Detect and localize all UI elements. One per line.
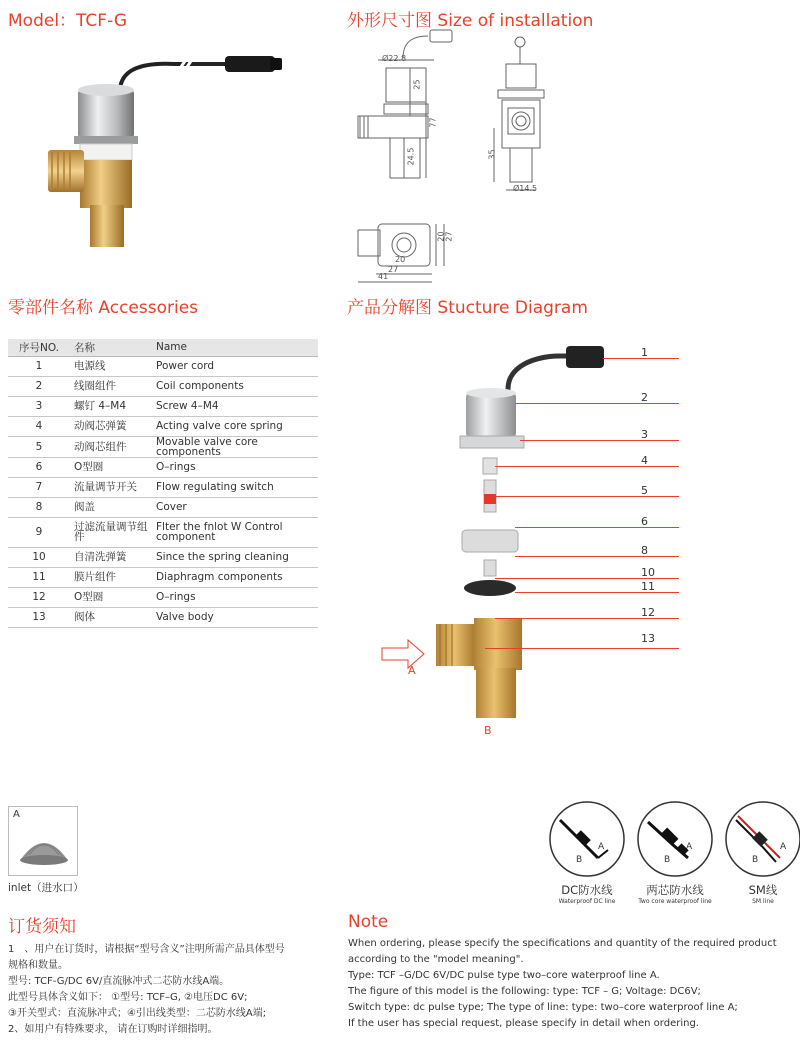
dc-line-b: B <box>576 855 583 865</box>
part-label-13: 13 <box>641 632 655 645</box>
row-no: 12 <box>8 587 70 607</box>
dim-diameter-top: Ø22.8 <box>382 54 407 63</box>
accessories-title: 零部件名称 Accessories <box>8 298 199 318</box>
dc-line-cn: DC防水线 <box>561 883 613 897</box>
two-core-line-icon <box>636 800 714 878</box>
row-cn: 膜片组件 <box>70 567 152 587</box>
row-no: 13 <box>8 607 70 627</box>
table-row <box>8 567 318 587</box>
table-header-row <box>8 339 318 356</box>
row-cn: 电源线 <box>70 356 152 376</box>
row-no: 9 <box>8 517 70 547</box>
note-line: The figure of this model is the following: type: TCF – G; Voltage: DC6V; <box>348 986 701 997</box>
part-label-11: 11 <box>641 580 655 593</box>
dc-waterproof-line-icon <box>548 800 626 878</box>
row-en: Movable valve core components <box>152 436 318 457</box>
dim-side-20: 20 <box>436 231 446 242</box>
size-title: 外形尺寸图 Size of installation <box>347 11 594 31</box>
sm-line-cn: SM线 <box>748 883 778 897</box>
note-line: according to the "model meaning". <box>348 954 524 965</box>
table-row <box>8 517 318 547</box>
row-en: Cover <box>152 497 318 517</box>
inlet-label-a: A <box>408 664 416 677</box>
dim-side-27: 27 <box>444 231 454 242</box>
dc-line-a: A <box>598 842 605 852</box>
note-line: Type: TCF –G/DC 6V/DC pulse type two–core waterproof line A. <box>348 970 660 981</box>
table-row <box>8 436 318 457</box>
outlet-label-b: B <box>484 724 492 737</box>
sm-line-a: A <box>780 842 787 852</box>
table-row <box>8 497 318 517</box>
model-title: Model：TCF-G <box>8 11 128 31</box>
row-en: Flow regulating switch <box>152 477 318 497</box>
note-text <box>348 936 796 1032</box>
row-no: 7 <box>8 477 70 497</box>
leader-5 <box>495 496 679 497</box>
row-en: Since the spring cleaning <box>152 547 318 567</box>
row-no: 8 <box>8 497 70 517</box>
row-cn: 线圈组件 <box>70 376 152 396</box>
row-en: O–rings <box>152 587 318 607</box>
row-cn: 阀盖 <box>70 497 152 517</box>
installation-drawing <box>348 28 578 288</box>
part-label-12: 12 <box>641 606 655 619</box>
order-line: 型号: TCF-G/DC 6V/直流脉冲式二芯防水线A端。 <box>8 976 230 987</box>
row-en: Flter the fnlot W Control component <box>152 517 318 547</box>
row-no: 6 <box>8 457 70 477</box>
leader-3 <box>520 440 679 441</box>
part-label-1: 1 <box>641 346 648 359</box>
structure-title: 产品分解图 Stucture Diagram <box>347 298 588 318</box>
part-label-8: 8 <box>641 544 648 557</box>
order-line: ③开关型式：直流脉冲式；④引出线类型：二芯防水线A端; <box>8 1008 267 1019</box>
row-cn: 过滤流量调节组件 <box>70 517 152 547</box>
dim-bottom-20: 20 <box>395 255 406 264</box>
note-line: When ordering, please specify the specifications and quantity of the required product <box>348 938 777 949</box>
dim-24-5: 24.5 <box>406 147 416 166</box>
leader-13 <box>485 648 679 649</box>
row-en: Coil components <box>152 376 318 396</box>
table-row <box>8 607 318 627</box>
inlet-box-letter: A <box>13 809 20 820</box>
row-cn: 流量调节开关 <box>70 477 152 497</box>
table-row <box>8 587 318 607</box>
row-cn: 自清洗弹簧 <box>70 547 152 567</box>
row-en: Diaphragm components <box>152 567 318 587</box>
order-line: 2、如用户有特殊要求， 请在订购时详细指明。 <box>8 1024 218 1035</box>
dim-diameter-outlet: Ø14.5 <box>513 184 538 193</box>
table-row <box>8 396 318 416</box>
part-label-10: 10 <box>641 566 655 579</box>
order-line: 此型号具体含义如下： ①型号: TCF–G, ②电压DC 6V; <box>8 992 248 1003</box>
row-no: 5 <box>8 436 70 457</box>
dc-line-en: Waterproof DC line <box>558 898 616 905</box>
table-row <box>8 376 318 396</box>
inlet-filter-box <box>8 806 78 876</box>
row-no: 10 <box>8 547 70 567</box>
table-row <box>8 547 318 567</box>
row-cn: O型圈 <box>70 457 152 477</box>
row-en: Acting valve core spring <box>152 416 318 436</box>
note-title: Note <box>348 912 389 932</box>
two-core-en: Two core waterproof line <box>638 898 712 905</box>
leader-4 <box>495 466 679 467</box>
accessories-table <box>8 339 318 628</box>
leader-2 <box>515 403 679 404</box>
order-line: 规格和数量。 <box>8 960 68 971</box>
row-cn: 螺钉 4–M4 <box>70 396 152 416</box>
row-no: 2 <box>8 376 70 396</box>
part-label-4: 4 <box>641 454 648 467</box>
part-label-5: 5 <box>641 484 648 497</box>
row-no: 4 <box>8 416 70 436</box>
sm-line-icon <box>724 800 800 878</box>
inlet-caption: inlet（进水口） <box>8 882 84 894</box>
header-cn: 名称 <box>70 339 152 356</box>
row-cn: 动阀芯组件 <box>70 436 152 457</box>
row-cn: O型圈 <box>70 587 152 607</box>
filter-screen-icon <box>17 825 71 869</box>
row-no: 11 <box>8 567 70 587</box>
two-core-cn: 两芯防水线 <box>646 883 704 897</box>
row-en: O–rings <box>152 457 318 477</box>
row-en: Power cord <box>152 356 318 376</box>
header-no: 序号NO. <box>8 339 70 356</box>
part-label-2: 2 <box>641 391 648 404</box>
table-row <box>8 457 318 477</box>
row-no: 3 <box>8 396 70 416</box>
dim-bottom-27: 27 <box>388 265 399 274</box>
table-row <box>8 356 318 376</box>
valve-product-photo <box>40 40 300 260</box>
dim-77: 77 <box>428 117 438 128</box>
table-row <box>8 477 318 497</box>
table-row <box>8 416 318 436</box>
order-line: 1 、用户在订货时，请根据“型号含义”注明所需产品具体型号 <box>8 944 285 955</box>
part-label-3: 3 <box>641 428 648 441</box>
note-line: If the user has special request, please specify in detail when ordering. <box>348 1018 699 1029</box>
sm-line-b: B <box>752 855 759 865</box>
order-title: 订货须知 <box>8 917 76 937</box>
two-core-a: A <box>686 842 693 852</box>
sm-line-en: SM line <box>752 898 774 905</box>
header-en: Name <box>152 339 318 356</box>
two-core-b: B <box>664 855 671 865</box>
note-line: Switch type: dc pulse type; The type of line: type: two–core waterproof line A; <box>348 1002 738 1013</box>
dim-bottom-41: 41 <box>378 272 389 281</box>
dim-35: 35 <box>487 149 497 160</box>
row-en: Valve body <box>152 607 318 627</box>
part-label-6: 6 <box>641 515 648 528</box>
row-cn: 动阀芯弹簧 <box>70 416 152 436</box>
leader-6 <box>515 527 679 528</box>
row-cn: 阀体 <box>70 607 152 627</box>
leader-8 <box>515 556 679 557</box>
row-en: Screw 4–M4 <box>152 396 318 416</box>
dim-25: 25 <box>412 79 422 90</box>
row-no: 1 <box>8 356 70 376</box>
order-notes <box>8 942 338 1038</box>
